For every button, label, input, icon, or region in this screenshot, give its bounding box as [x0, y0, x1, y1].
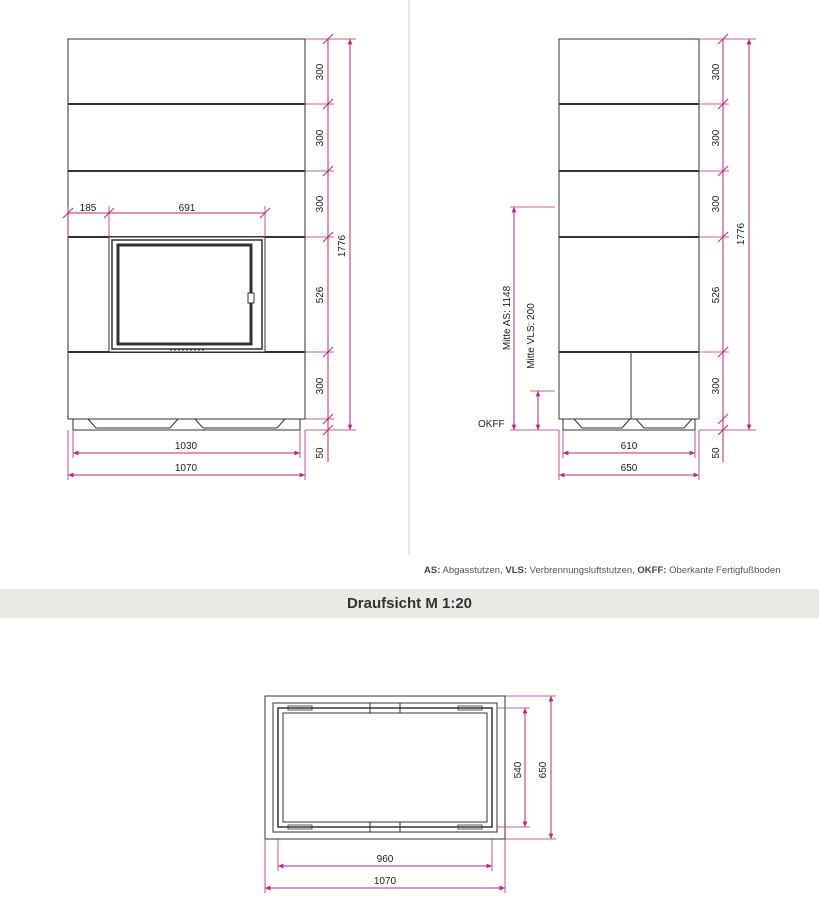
front-dim-1030: 1030	[174, 441, 198, 452]
front-foot-left	[88, 419, 178, 428]
side-dim-650: 650	[620, 463, 638, 474]
front-dim-691: 691	[178, 203, 196, 214]
top-inner-2	[278, 708, 492, 827]
front-dim-300-2: 300	[315, 129, 326, 147]
side-dim-1776: 1776	[736, 222, 747, 246]
front-dim-300-3: 300	[315, 195, 326, 213]
top-outer	[265, 696, 505, 839]
top-inner-1	[273, 703, 497, 832]
side-body	[559, 39, 699, 419]
front-dim-526: 526	[315, 286, 326, 304]
top-dim-1070: 1070	[373, 876, 397, 887]
side-dim-300-2: 300	[711, 129, 722, 147]
side-okff-label: OKFF	[478, 419, 505, 430]
side-dim-300-1: 300	[711, 63, 722, 81]
top-inner-3	[283, 713, 487, 822]
side-view	[559, 39, 699, 430]
side-dim-526: 526	[711, 286, 722, 304]
side-height-dimensions	[510, 34, 756, 480]
side-dim-300-3: 300	[711, 195, 722, 213]
side-dim-50: 50	[711, 447, 722, 459]
front-height-dimensions	[305, 34, 356, 462]
side-dim-610: 610	[620, 441, 638, 452]
side-vls-label: Mitte VLS: 200	[526, 303, 537, 369]
front-dim-1776: 1776	[337, 234, 348, 258]
section-title: Draufsicht M 1:20	[346, 595, 473, 612]
front-dim-300-1: 300	[315, 63, 326, 81]
abbreviation-legend: AS: Abgasstutzen, VLS: Verbrennungsluftstutzen, OKFF: Oberkante Fertigfußboden	[424, 565, 781, 576]
front-body	[68, 39, 305, 419]
front-dim-1070: 1070	[174, 463, 198, 474]
front-dim-50: 50	[315, 447, 326, 459]
door-handle	[248, 293, 254, 303]
front-view	[68, 39, 305, 430]
top-dim-650: 650	[538, 761, 549, 779]
top-dim-540: 540	[513, 761, 524, 779]
front-foot-right	[195, 419, 285, 428]
door-frame	[109, 237, 265, 352]
side-dim-300-4: 300	[711, 377, 722, 395]
top-dimensions	[265, 696, 556, 893]
top-view	[265, 696, 505, 839]
front-dim-185: 185	[79, 203, 97, 214]
top-dim-960: 960	[376, 854, 394, 865]
side-as-label: Mitte AS: 1148	[502, 285, 513, 351]
front-dim-300-4: 300	[315, 377, 326, 395]
